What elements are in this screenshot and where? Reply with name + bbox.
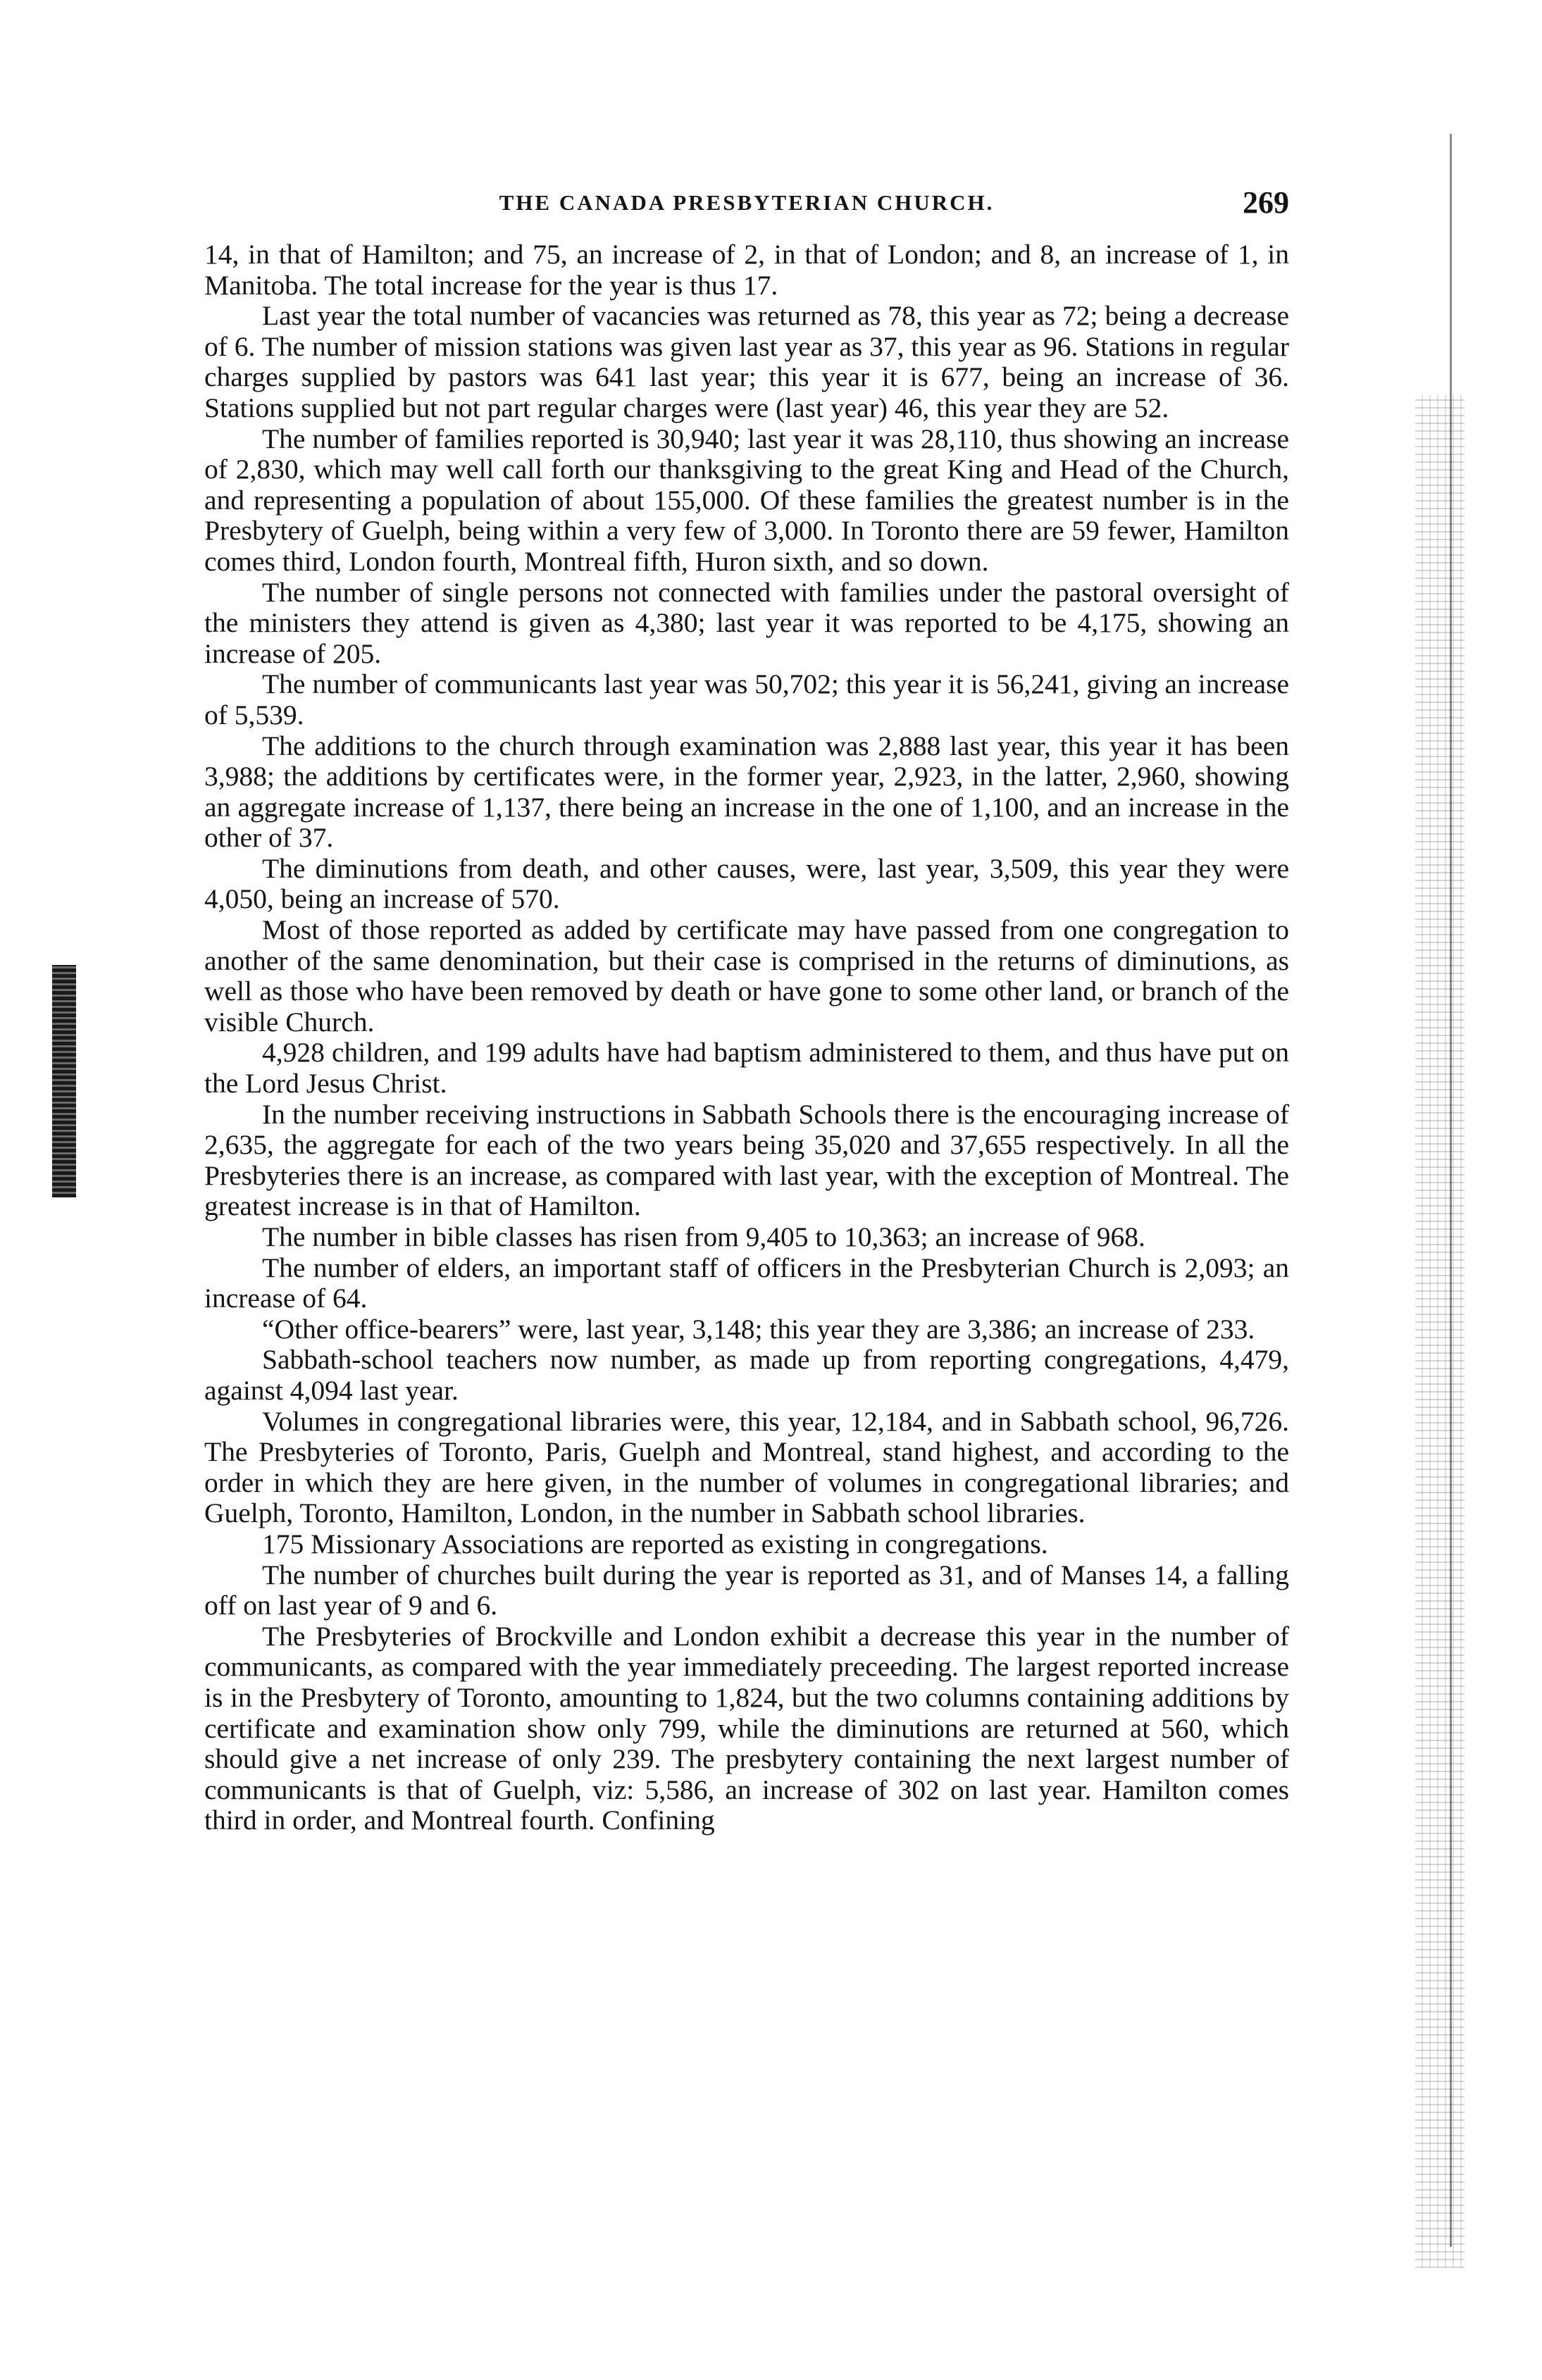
paragraph: The number of families reported is 30,940; last year it was 28,110, thus showing an increase of 2,830, which may well call forth our thanksgiving to the great King and Head of the Church, and representing a population of about 155,000. Of these families the greatest number is in the Presbytery of Guelph, being within a very few of 3,000. In Toronto there are 59 fewer, Hamilton comes third, London fourth, Montreal fifth, Huron sixth, and so down. <box>204 423 1289 577</box>
paragraph: In the number receiving instructions in Sabbath Schools there is the encouraging increase of 2,635, the aggregate for each of the two years being 35,020 and 37,655 respectively. In all the Presbyteries there is an increase, as compared with last year, with the exception of Montreal. The greatest increase is in that of Hamilton. <box>204 1098 1289 1222</box>
paragraph: The Presbyteries of Brockville and London exhibit a decrease this year in the number of communicants, as compared with the year immediately preceeding. The largest reported increase is in the Presbytery of Toronto, amounting to 1,824, but the two columns containing additions by certificate and examination show only 799, while the diminutions are returned at 560, which should give a net increase of only 239. The presbytery containing the next largest number of communicants is that of Guelph, viz: 5,586, an increase of 302 on last year. Hamilton comes third in order, and Montreal fourth. Confining <box>204 1620 1289 1836</box>
paragraph: Last year the total number of vacancies was returned as 78, this year as 72; being a decrease of 6. The number of mission stations was given last year as 37, this year as 96. Stations in regular charges supplied by pastors was 641 last year; this year it is 677, being an increase of 36. Stations supplied but not part regular charges were (last year) 46, this year they are 52. <box>204 300 1289 423</box>
binding-mark <box>52 965 76 1197</box>
paragraph: The number of churches built during the year is reported as 31, and of Manses 14, a falling off on last year of 9 and 6. <box>204 1559 1289 1621</box>
paragraph: The diminutions from death, and other causes, were, last year, 3,509, this year they were 4,050, being an increase of 570. <box>204 852 1289 915</box>
paragraph: The number of single persons not connected with families under the pastoral oversight of the ministers they attend is given as 4,380; last year it was reported to be 4,175, showing an increase of 205. <box>204 576 1289 669</box>
paragraph: The number of communicants last year was 50,702; this year it is 56,241, giving an increase of 5,539. <box>204 668 1289 730</box>
running-title: THE CANADA PRESBYTERIAN CHURCH. <box>499 190 995 215</box>
page-number: 269 <box>1243 185 1289 220</box>
paragraph: The additions to the church through examination was 2,888 last year, this year it has been 3,988; the additions by certificates were, in the former year, 2,923, in the latter, 2,960, showing an aggregate increase of 1,137, there being an increase in the one of 1,100, and an increase in the other of 37. <box>204 730 1289 854</box>
paragraph: “Other office-bearers” were, last year, 3,148; this year they are 3,386; an increase of 233. <box>262 1313 1255 1345</box>
body-text <box>204 239 1289 1836</box>
paragraph: The number in bible classes has risen from 9,405 to 10,363; an increase of 968. <box>262 1221 1145 1252</box>
paragraph: Volumes in congregational libraries were, this year, 12,184, and in Sabbath school, 96,726. The Presbyteries of Toronto, Paris, Guelph and Montreal, stand highest, and according to the order in which they are here given, in the number of volumes in congregational libraries; and Guelph, Toronto, Hamilton, London, in the number in Sabbath school libraries. <box>204 1405 1289 1529</box>
paragraph: Most of those reported as added by certificate may have passed from one congregation to another of the same denomination, but their case is comprised in the returns of diminutions, as well as those who have been removed by death or have gone to some other land, or branch of the visible Church. <box>204 914 1289 1038</box>
paragraph: 14, in that of Hamilton; and 75, an increase of 2, in that of London; and 8, an increase of 1, in Manitoba. The total increase for the year is thus 17. <box>204 239 1289 301</box>
paragraph: Sabbath-school teachers now number, as made up from reporting congregations, 4,479, against 4,094 last year. <box>204 1344 1289 1406</box>
page-header <box>204 185 1289 227</box>
paragraph: The number of elders, an important staff of officers in the Presbyterian Church is 2,093; an increase of 64. <box>204 1252 1289 1314</box>
scan-edge-artifact <box>1415 394 1465 2268</box>
paragraph: 4,928 children, and 199 adults have had baptism administered to them, and thus have put on the Lord Jesus Christ. <box>204 1037 1289 1099</box>
paragraph: 175 Missionary Associations are reported as existing in congregations. <box>262 1528 1048 1559</box>
